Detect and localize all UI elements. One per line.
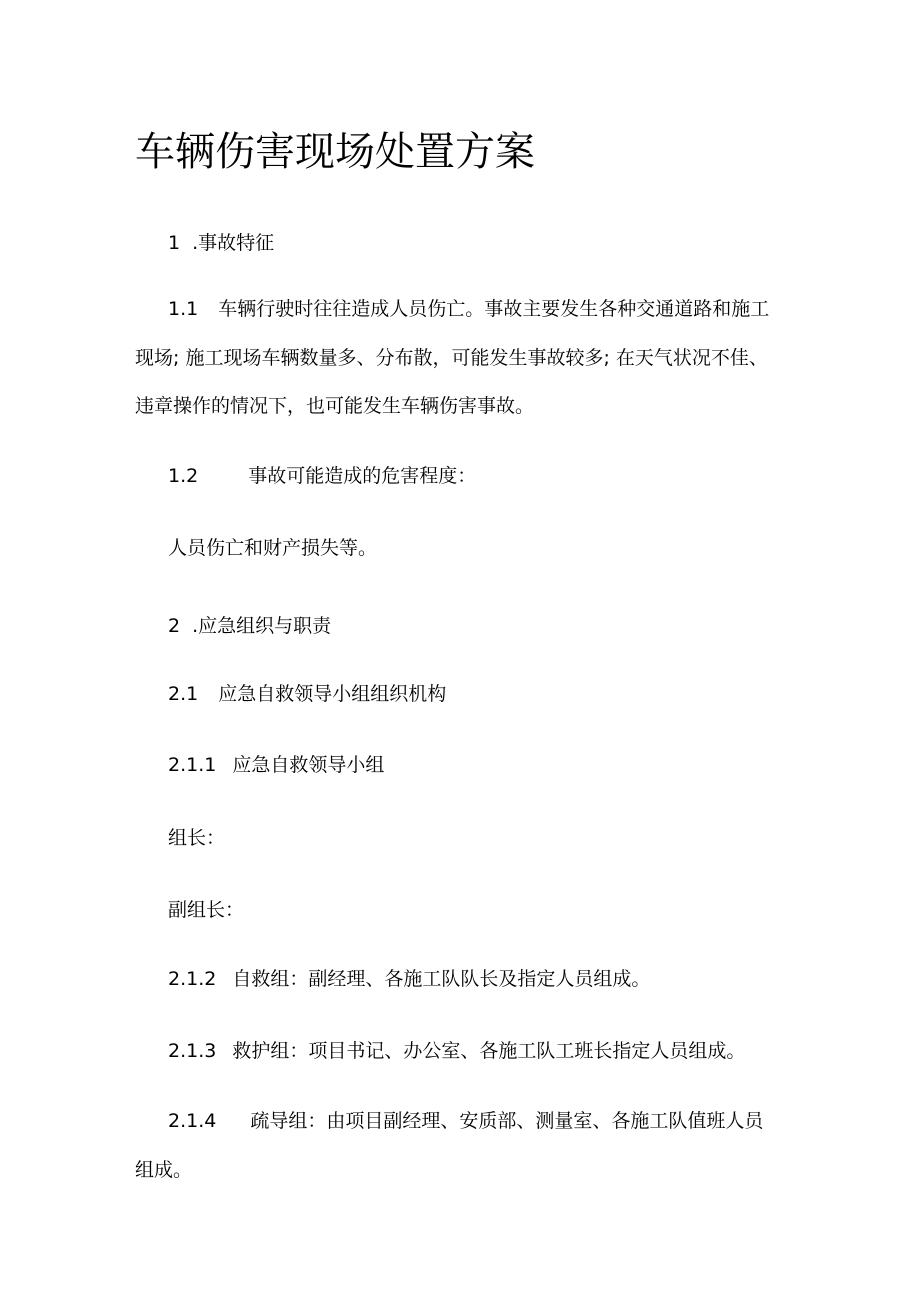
paragraph-text: 自救组：副经理、各施工队队长及指定人员组成。 — [232, 968, 651, 990]
deputy-label: 副组长： — [168, 899, 245, 921]
leader-label: 组长： — [168, 827, 226, 849]
paragraph-text: 救护组：项目书记、办公室、各施工队工班长指定人员组成。 — [232, 1040, 746, 1062]
heading-text: 应急自救领导小组 — [232, 754, 385, 776]
paragraph-1-1-line-1 — [168, 297, 769, 321]
heading-1 — [168, 231, 274, 255]
heading-2-1 — [168, 682, 446, 706]
heading-2-1-1 — [168, 753, 384, 777]
heading-text: 事故可能造成的危害程度： — [248, 465, 477, 487]
heading-number: 1.2 — [168, 465, 199, 487]
paragraph-1-2-body: 人员伤亡和财产损失等。 — [168, 537, 378, 559]
heading-text: 应急自救领导小组组织机构 — [218, 683, 447, 705]
heading-number: 2.1.4 — [168, 1110, 217, 1132]
heading-1-2 — [168, 464, 476, 488]
paragraph-text: 疏导组：由项目副经理、安质部、测量室、各施工队值班人员 — [250, 1110, 764, 1132]
heading-text: .应急组织与职责 — [192, 615, 332, 637]
heading-number: 2.1.1 — [168, 754, 217, 776]
heading-number: 2.1.2 — [168, 968, 217, 990]
paragraph-1-1-line-3: 违章操作的情况下，也可能发生车辆伤害事故。 — [135, 395, 535, 417]
heading-2-1-2 — [168, 967, 650, 991]
paragraph-text: 车辆行驶时往往造成人员伤亡。事故主要发生各种交通道路和施工 — [218, 298, 770, 320]
heading-number: 2 — [168, 615, 181, 637]
heading-2-1-4 — [168, 1109, 763, 1133]
heading-number: 1 — [168, 232, 181, 254]
heading-number: 2.1.3 — [168, 1040, 217, 1062]
heading-2-1-3 — [168, 1039, 745, 1063]
heading-2 — [168, 614, 331, 638]
heading-number: 1.1 — [168, 298, 199, 320]
document-title: 车辆伤害现场处置方案 — [135, 129, 535, 175]
paragraph-1-1-line-2: 现场; 施工现场车辆数量多、分布散，可能发生事故较多; 在天气状况不佳、 — [135, 347, 768, 369]
paragraph-2-1-4-line-2: 组成。 — [135, 1159, 193, 1181]
heading-number: 2.1 — [168, 683, 199, 705]
heading-text: .事故特征 — [192, 232, 275, 254]
